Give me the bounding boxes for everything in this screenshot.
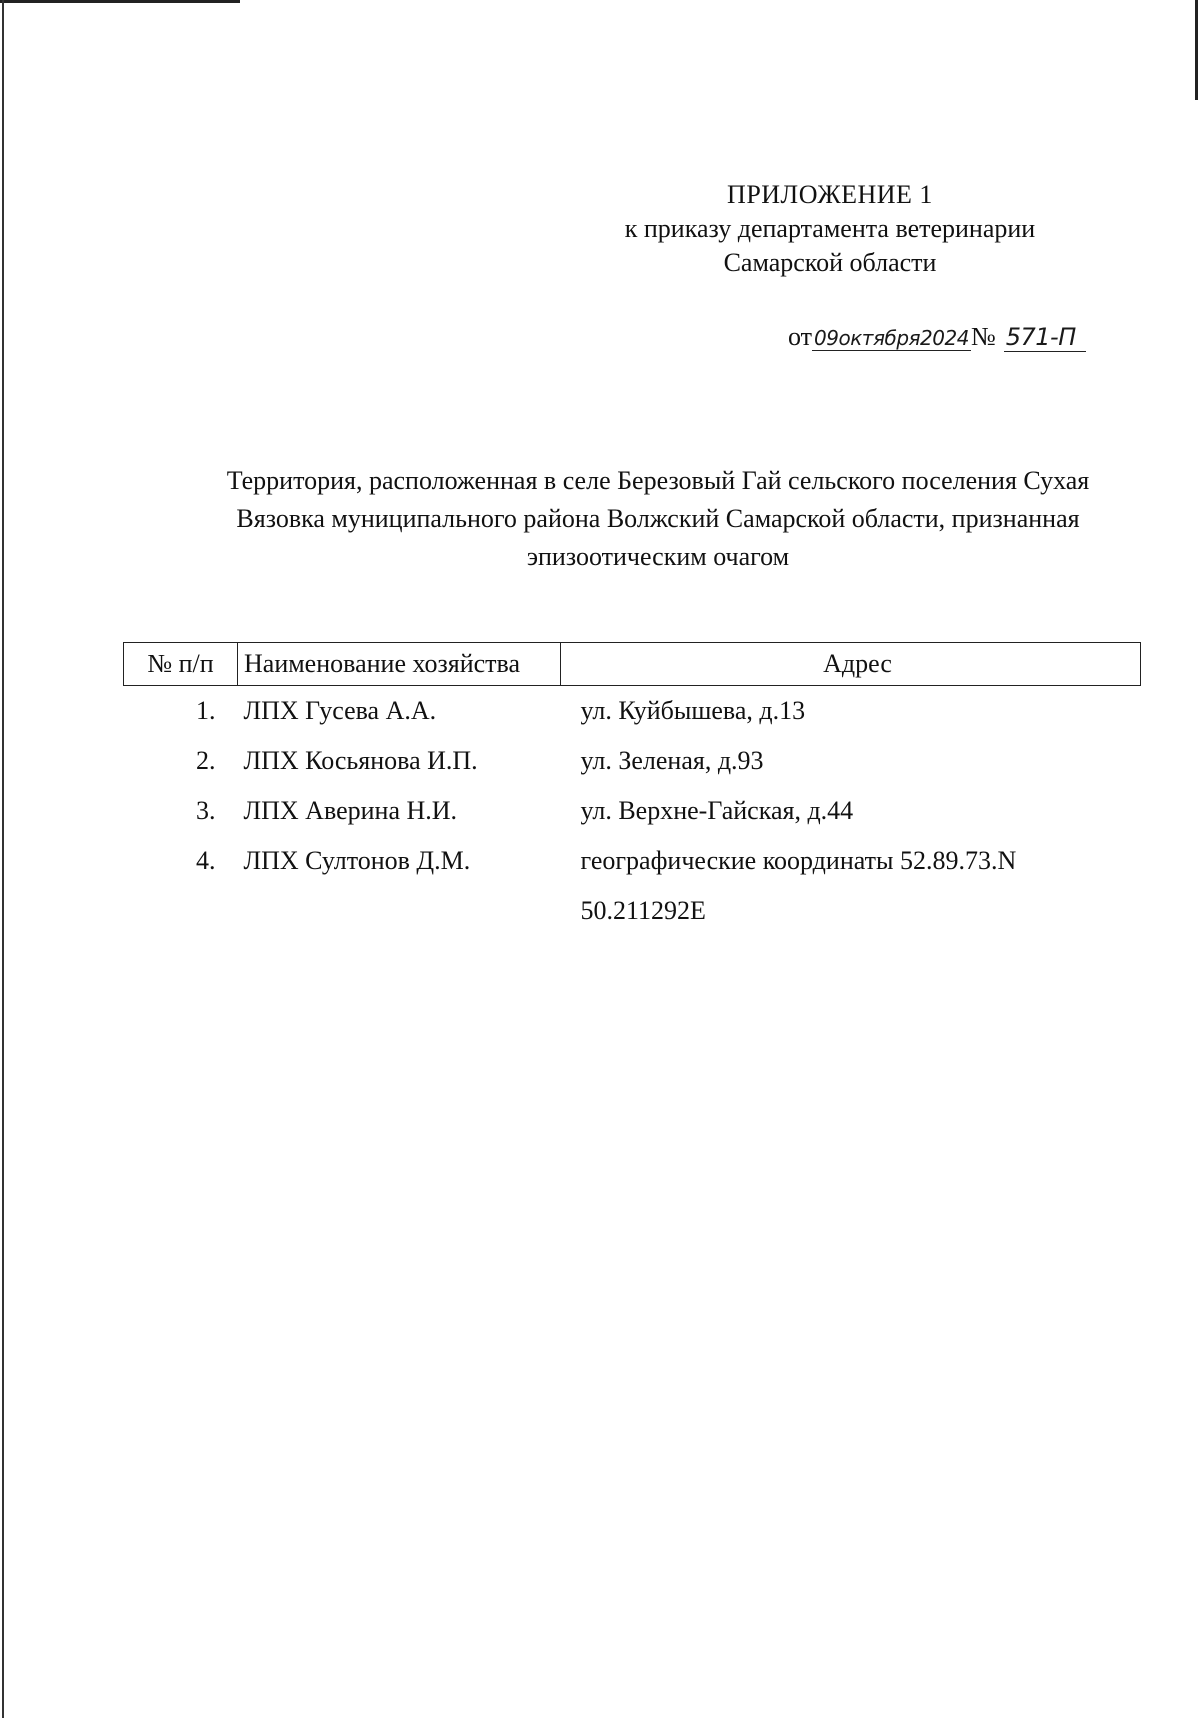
heading-line-3: эпизоотическим очагом bbox=[526, 542, 790, 571]
order-date-number bbox=[788, 322, 1086, 352]
handwritten-date: 09октября2024 bbox=[814, 326, 969, 350]
appendix-line-1: к приказу департамента ветеринарии bbox=[624, 214, 1036, 243]
page-edge-right bbox=[1195, 0, 1198, 100]
header-address: Адрес bbox=[561, 643, 1141, 686]
row-name: ЛПХ Аверина Н.И. bbox=[243, 796, 458, 825]
header-name: Наименование хозяйства bbox=[238, 643, 561, 686]
table-row bbox=[124, 836, 1141, 886]
table-row-continuation bbox=[124, 886, 1141, 936]
row-name: ЛПХ Косьянова И.П. bbox=[243, 746, 478, 775]
row-address-continuation: 50.211292E bbox=[580, 896, 706, 925]
page-edge-left bbox=[2, 0, 4, 1718]
heading-line-1: Территория, расположенная в селе Березовый Гай сельского поселения Сухая bbox=[226, 466, 1090, 495]
row-number-empty bbox=[124, 886, 238, 936]
row-number: 1. bbox=[196, 696, 216, 725]
row-number: 4. bbox=[196, 846, 216, 875]
handwritten-number: 571-П bbox=[1004, 323, 1086, 352]
row-address: ул. Куйбышева, д.13 bbox=[580, 696, 806, 725]
page-edge-top bbox=[0, 0, 240, 3]
row-name: ЛПХ Султонов Д.М. bbox=[243, 846, 471, 875]
table-row bbox=[124, 736, 1141, 786]
appendix-block bbox=[580, 178, 1080, 280]
table-header-row bbox=[124, 643, 1141, 686]
appendix-title: ПРИЛОЖЕНИЕ 1 bbox=[727, 180, 933, 209]
number-prefix: № bbox=[970, 322, 996, 351]
header-number: № п/п bbox=[124, 643, 238, 686]
table-row bbox=[124, 786, 1141, 836]
row-address: географические координаты 52.89.73.N bbox=[580, 846, 1017, 875]
row-name: ЛПХ Гусева А.А. bbox=[243, 696, 437, 725]
farms-table bbox=[123, 642, 1141, 936]
table-row bbox=[124, 686, 1141, 737]
appendix-line-2: Самарской области bbox=[723, 248, 937, 277]
date-prefix: от bbox=[788, 322, 813, 351]
row-address: ул. Верхне-Гайская, д.44 bbox=[580, 796, 854, 825]
row-number: 2. bbox=[196, 746, 216, 775]
row-address: ул. Зеленая, д.93 bbox=[580, 746, 764, 775]
document-heading bbox=[178, 462, 1138, 576]
heading-line-2: Вязовка муниципального района Волжский Самарской области, признанная bbox=[236, 504, 1080, 533]
row-name-empty bbox=[238, 886, 561, 936]
row-number: 3. bbox=[196, 796, 216, 825]
